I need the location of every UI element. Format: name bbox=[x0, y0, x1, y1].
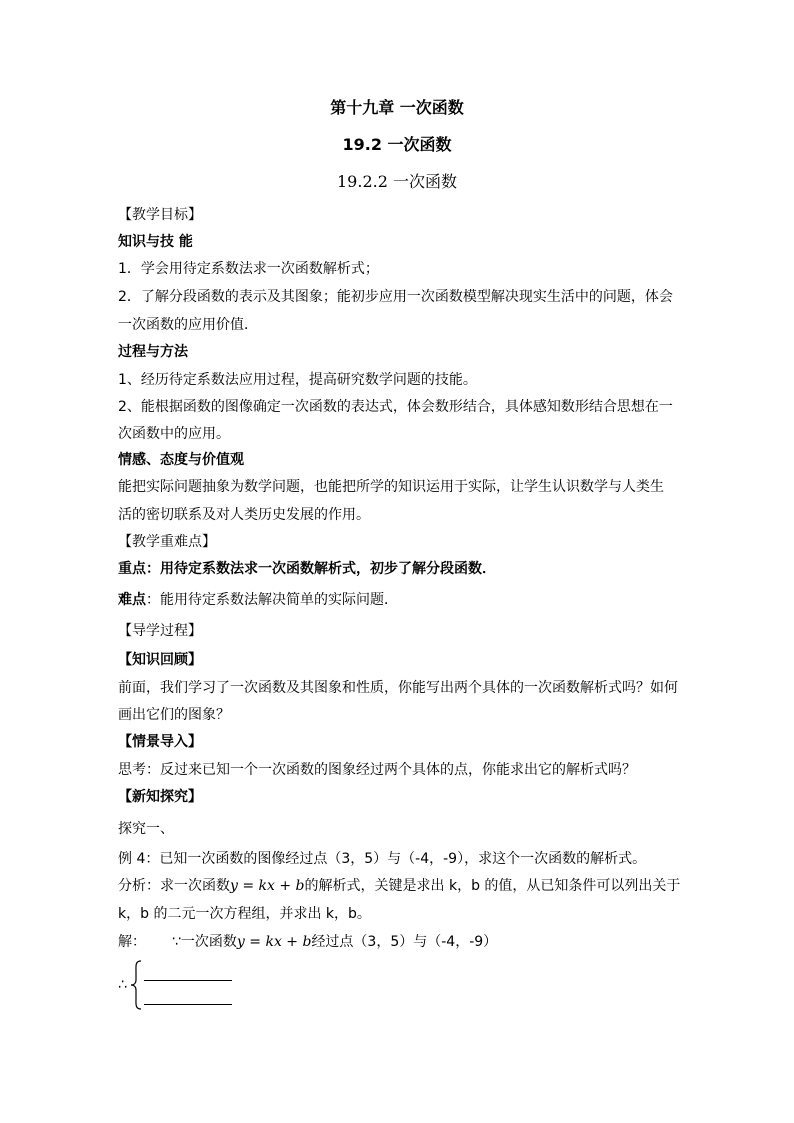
section-title: 19.2 一次函数 bbox=[342, 135, 452, 154]
analysis-line2: k，b 的二元一次方程组，并求出 k，b。 bbox=[118, 906, 371, 922]
keypoints-heading: 【教学重难点】 bbox=[118, 534, 216, 550]
review-heading: 【知识回顾】 bbox=[118, 652, 202, 668]
process-item-1: 1、经历待定系数法应用过程，提高研究数学问题的技能。 bbox=[118, 372, 477, 388]
process-item-2-line2: 次函数中的应用。 bbox=[118, 426, 230, 442]
equation-blank-1[interactable] bbox=[144, 980, 232, 981]
intro-heading: 【情景导入】 bbox=[118, 734, 202, 750]
chapter-title: 第十九章 一次函数 bbox=[330, 98, 464, 117]
guide-process-heading: 【导学过程】 bbox=[118, 623, 202, 639]
key-point bbox=[118, 560, 496, 578]
solution-text-a: ∵一次函数 bbox=[172, 934, 237, 950]
solution-formula: y = kx + b bbox=[236, 934, 312, 950]
explore-heading: 【新知探究】 bbox=[118, 789, 202, 805]
analysis-text-a: 分析：求一次函数 bbox=[118, 878, 230, 894]
emotion-line1: 能把实际问题抽象为数学问题，也能把所学的知识运用于实际，让学生认识数学与人类生 bbox=[118, 479, 664, 495]
example-4: 例 4：已知一次函数的图像经过点（3，5）与（-4，-9），求这个一次函数的解析式。 bbox=[118, 851, 647, 867]
formula-y-kx-b: y = kx + b bbox=[230, 878, 305, 894]
left-brace-icon bbox=[130, 960, 142, 1010]
key-point-label: 重点： bbox=[118, 561, 160, 577]
solution-label: 解： bbox=[118, 934, 146, 950]
objectives-heading: 【教学目标】 bbox=[118, 207, 202, 223]
difficult-point-label: 难点 bbox=[118, 592, 146, 608]
solution-text-b: 经过点（3，5）与（-4，-9） bbox=[311, 934, 498, 950]
key-point-text: 用待定系数法求一次函数解析式，初步了解分段函数． bbox=[160, 561, 496, 577]
analysis-text-b: 的解析式，关键是求出 k，b 的值，从已知条件可以列出关于 bbox=[304, 878, 681, 894]
explore-one: 探究一、 bbox=[118, 821, 174, 837]
knowledge-item-2-line2: 一次函数的应用价值． bbox=[118, 317, 258, 333]
knowledge-heading: 知识与技 能 bbox=[118, 234, 193, 250]
difficult-point-text: ：能用待定系数法解决简单的实际问题． bbox=[146, 592, 398, 608]
emotion-line2: 活的密切联系及对人类历史发展的作用。 bbox=[118, 507, 370, 523]
analysis-line1 bbox=[118, 877, 680, 895]
emotion-heading: 情感、态度与价值观 bbox=[118, 452, 244, 468]
process-item-2-line1: 2、能根据函数的图像确定一次函数的表达式，体会数形结合，具体感知数形结合思想在一 bbox=[118, 399, 673, 415]
subsection-title: 19.2.2 一次函数 bbox=[337, 172, 457, 191]
solution-line bbox=[172, 933, 497, 951]
knowledge-item-1: 1．学会用待定系数法求一次函数解析式； bbox=[118, 261, 379, 277]
therefore-symbol: ∴ bbox=[118, 977, 127, 993]
process-method-heading: 过程与方法 bbox=[118, 344, 188, 360]
review-line2: 画出它们的图象？ bbox=[118, 707, 230, 723]
knowledge-item-2-line1: 2．了解分段函数的表示及其图象；能初步应用一次函数模型解决现实生活中的问题，体会 bbox=[118, 289, 673, 305]
difficult-point bbox=[118, 591, 398, 609]
intro-text: 思考：反过来已知一个一次函数的图象经过两个具体的点，你能求出它的解析式吗？ bbox=[118, 762, 636, 778]
review-line1: 前面，我们学习了一次函数及其图象和性质，你能写出两个具体的一次函数解析式吗？如何 bbox=[118, 680, 678, 696]
equation-blank-2[interactable] bbox=[144, 1004, 232, 1005]
